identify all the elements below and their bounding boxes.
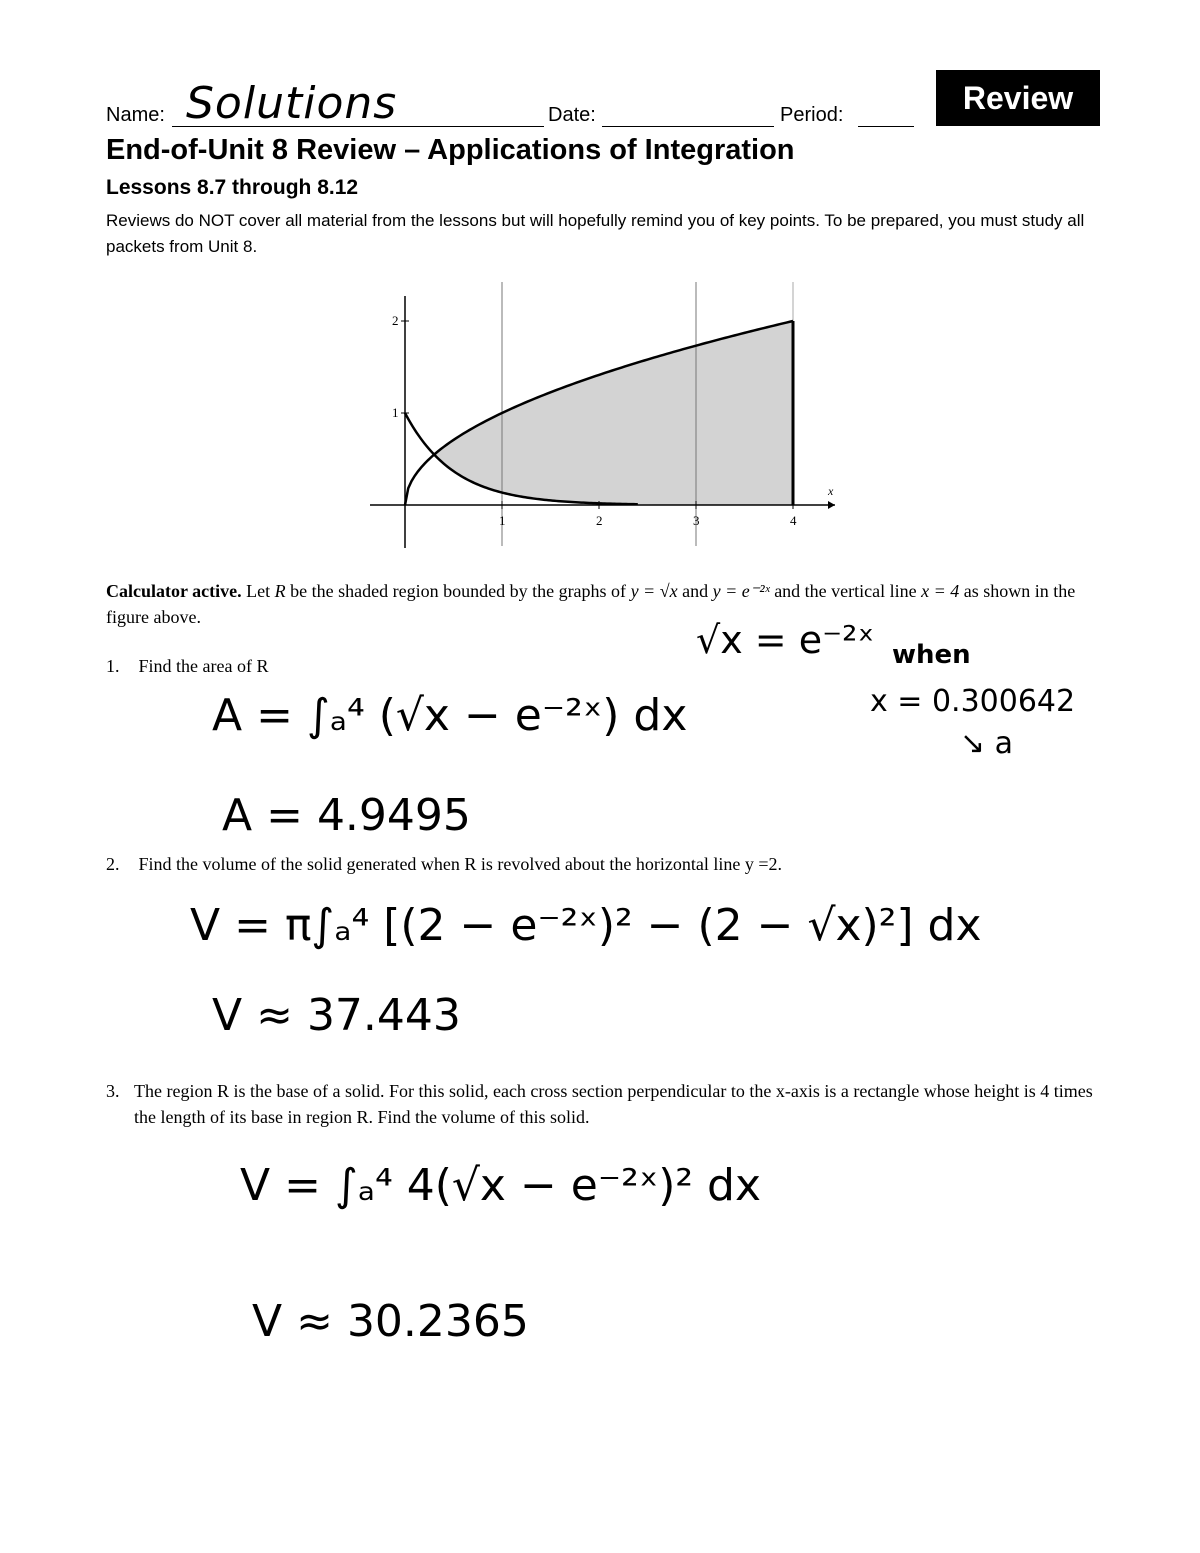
y-tick-label: 1 <box>392 405 399 420</box>
question-text: Find the volume of the solid generated when R is revolved about the horizontal line y =2. <box>138 854 783 874</box>
date-underline <box>602 126 774 127</box>
side-arrow-a: ↘ a <box>960 726 1014 761</box>
question-1 <box>106 656 268 677</box>
question-text: Find the area of R <box>138 656 269 676</box>
equation-vertical-line: x = 4 <box>921 581 960 601</box>
shaded-region <box>434 321 793 505</box>
side-equation: √x = e⁻²ˣ <box>696 618 875 662</box>
date-label: Date: <box>548 104 596 126</box>
context-text: be the shaded region bounded by the graphs of <box>290 581 627 601</box>
question-3 <box>106 1078 1106 1130</box>
x-tick-label: 3 <box>693 513 700 528</box>
region-symbol: R <box>274 581 286 601</box>
x-tick-label: 4 <box>790 513 797 528</box>
intro-text: Reviews do NOT cover all material from the lessons but will hopefully remind you of key points. To be prepared, you must study all packets from Unit 8. <box>106 211 1085 256</box>
x-tick-label: 2 <box>596 513 603 528</box>
q1-setup: A = ∫ₐ⁴ (√x − e⁻²ˣ) dx <box>212 690 688 741</box>
name-label: Name: <box>106 104 165 126</box>
question-text: The region R is the base of a solid. For this solid, each cross section perpendicular to the x-axis is a rectangle whose height is 4 times the length of its base in region R. Find the volume of this solid. <box>134 1081 1093 1127</box>
period-underline <box>858 126 914 127</box>
name-value: Solutions <box>186 78 398 129</box>
question-2 <box>106 854 782 875</box>
question-number: 1. <box>106 656 120 676</box>
equation-sqrt: y = √x <box>630 581 678 601</box>
question-number: 3. <box>106 1081 120 1101</box>
y-tick-label: 2 <box>392 313 399 328</box>
q3-result: V ≈ 30.2365 <box>252 1296 529 1347</box>
equation-exp: y = e⁻²ˣ <box>712 581 770 601</box>
side-when: when <box>892 640 971 670</box>
page-title: End-of-Unit 8 Review – Applications of Integration <box>106 134 795 166</box>
context-text: as shown in the figure above. <box>106 581 1076 627</box>
q3-setup: V = ∫ₐ⁴ 4(√x − e⁻²ˣ)² dx <box>240 1160 762 1211</box>
problem-context <box>106 578 1106 630</box>
context-text: and <box>682 581 709 601</box>
q1-result: A = 4.9495 <box>222 790 471 841</box>
x-tick-label: 1 <box>499 513 506 528</box>
context-text: and the vertical line <box>774 581 917 601</box>
review-badge: Review <box>936 70 1100 126</box>
region-figure <box>360 276 850 556</box>
calculator-note: Calculator active. <box>106 581 242 601</box>
q2-result: V ≈ 37.443 <box>212 990 461 1041</box>
context-text: Let <box>246 581 271 601</box>
period-label: Period: <box>780 104 844 126</box>
lessons-subtitle: Lessons 8.7 through 8.12 <box>106 176 359 199</box>
question-number: 2. <box>106 854 120 874</box>
header-line <box>106 78 916 132</box>
x-axis-arrow <box>828 501 835 509</box>
x-axis-label: x <box>828 484 834 498</box>
q2-setup: V = π∫ₐ⁴ [(2 − e⁻²ˣ)² − (2 − √x)²] dx <box>190 900 982 951</box>
side-x-value: x = 0.300642 <box>870 684 1076 719</box>
